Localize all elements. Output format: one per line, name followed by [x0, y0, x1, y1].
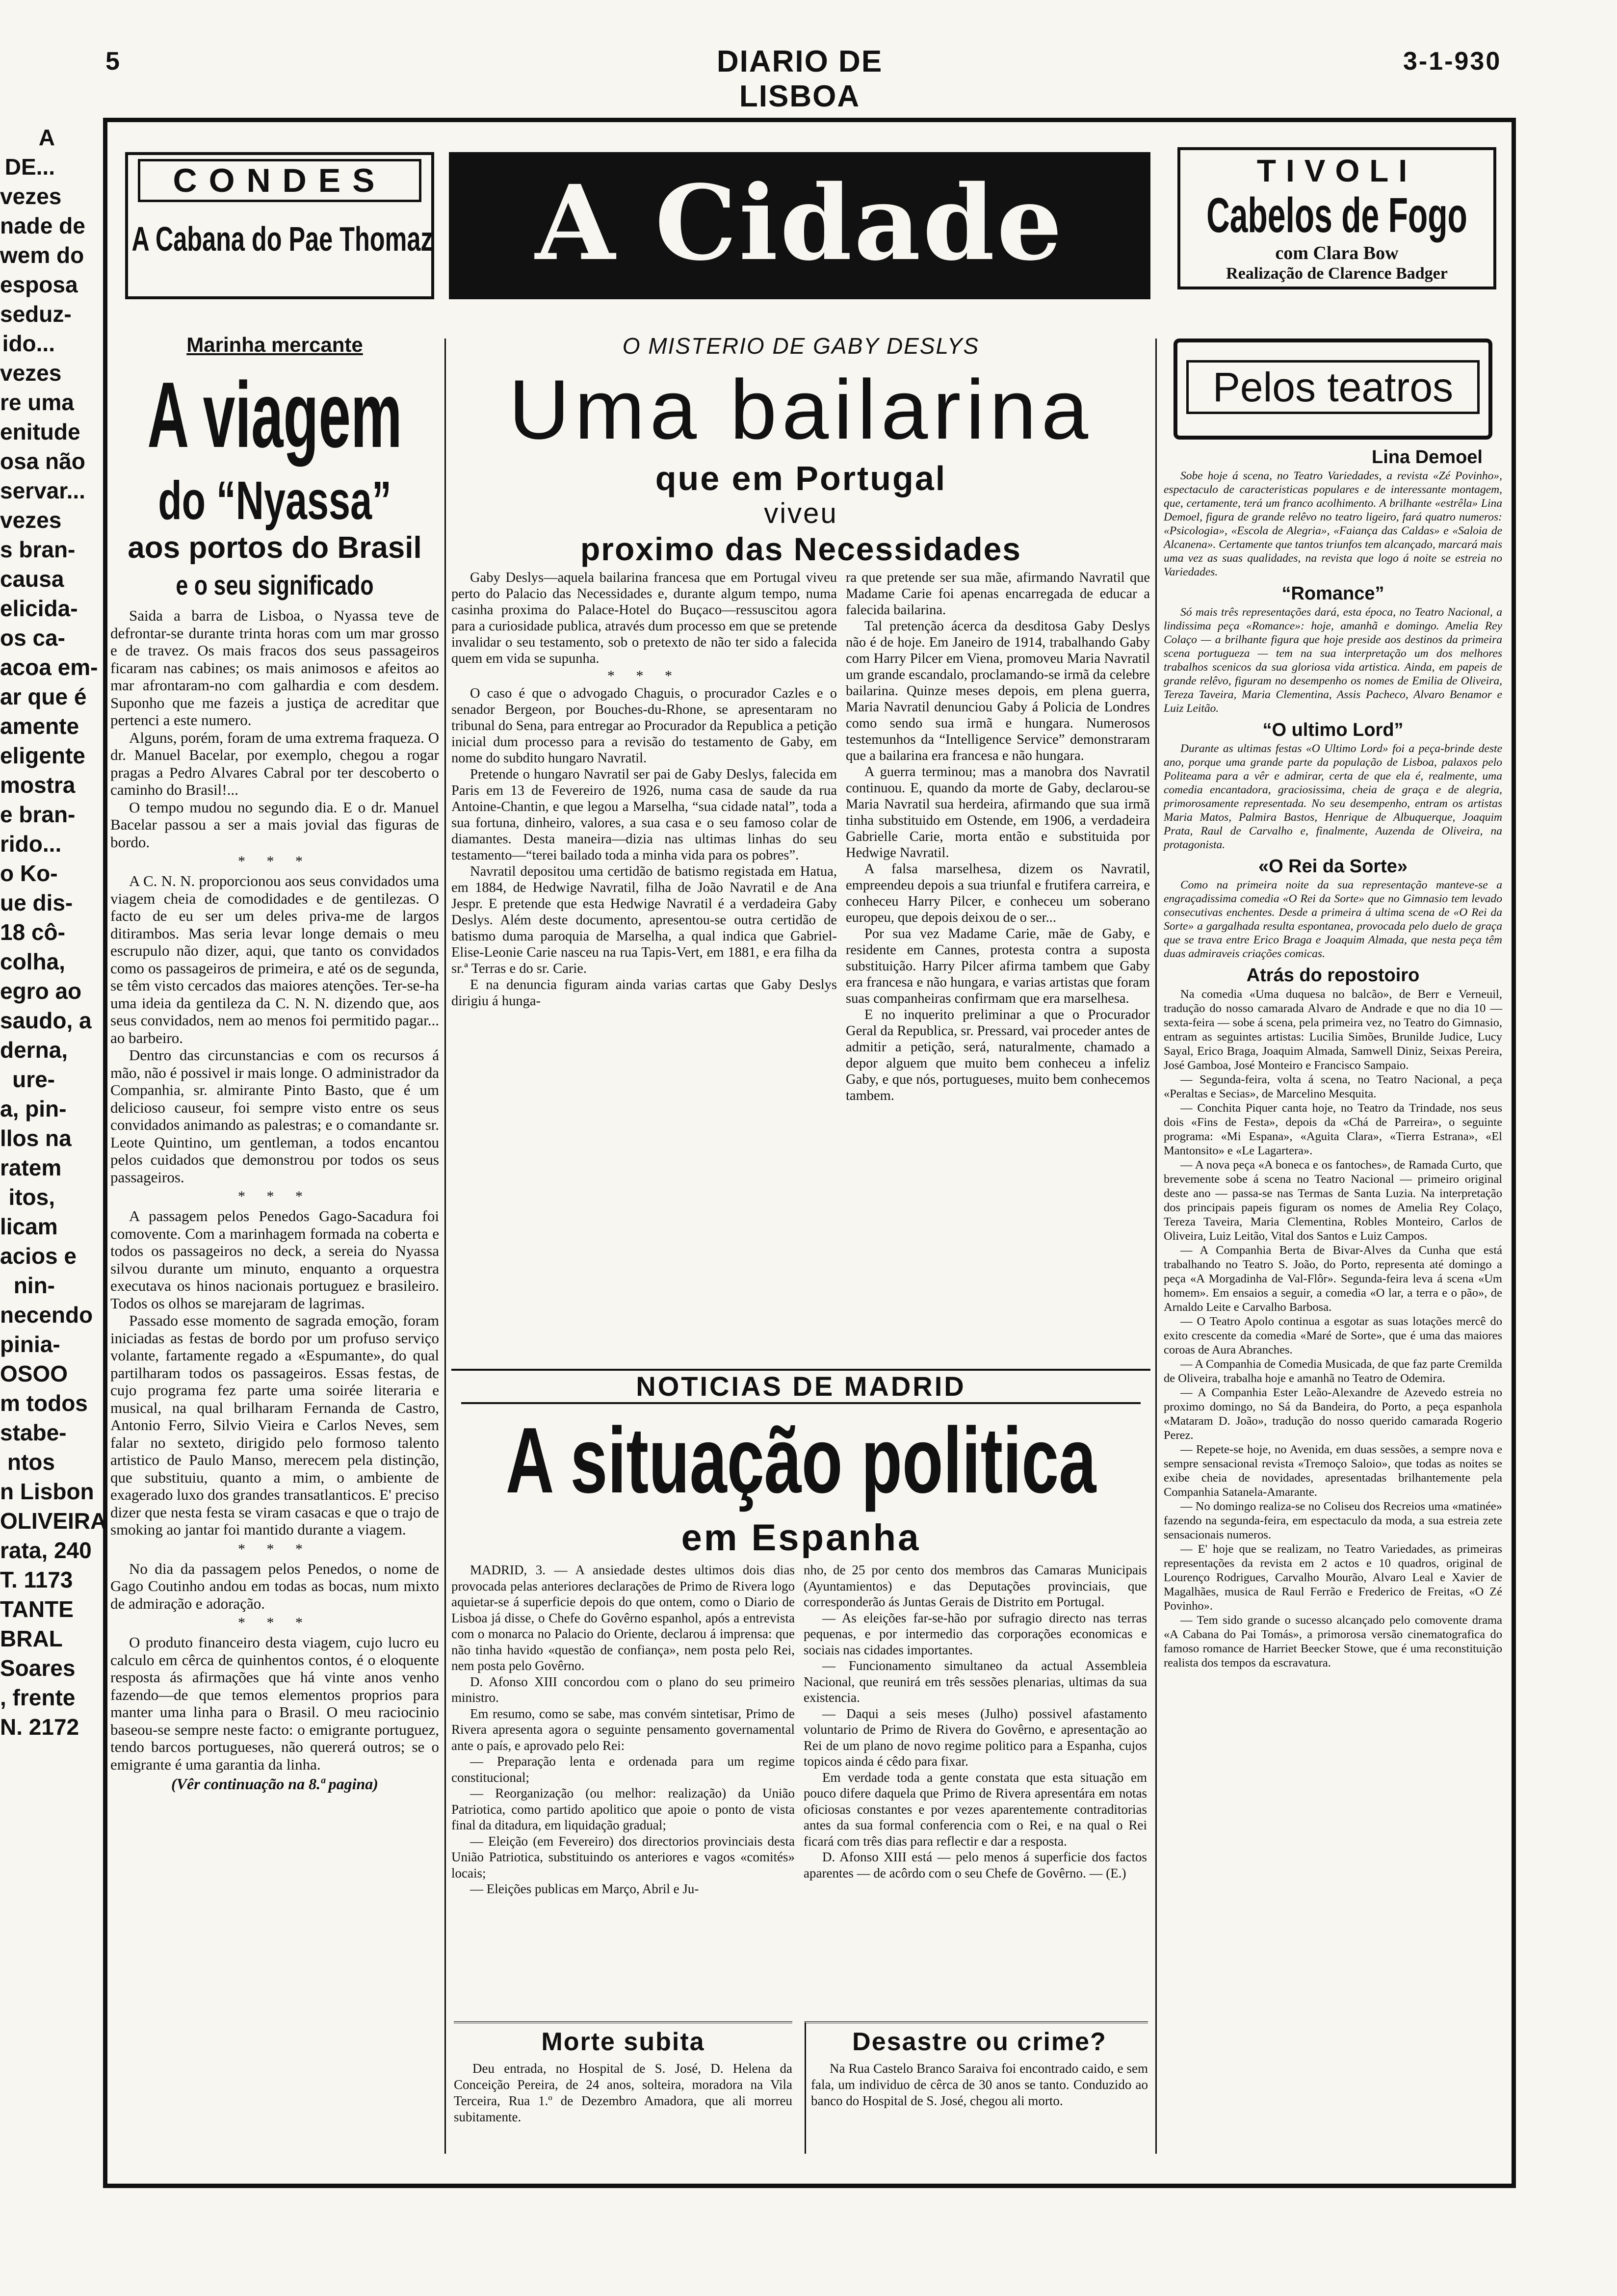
issue-date: 3-1-930	[1403, 47, 1502, 76]
article-subhead: e o seu significado	[176, 570, 374, 600]
masthead	[0, 0, 1617, 113]
edge-fragment: a, pin-	[0, 1096, 67, 1122]
paragraph: A guerra terminou; mas a manobra dos Navratil continuou. E, quando da morte de Gaby, declarou-se Maria Navratil sua herdeira, afirmando que sua irmã tinha substituido em Ostende, em 1906, a verdadeira Gabrielle Carie, morta então e substituida por Hedwige Navratil.	[846, 764, 1150, 861]
paragraph: — Funcionamento simultaneo da actual Assembleia Nacional, que reunirá em três sessões plenarias, ultimas da sua existencia.	[804, 1658, 1147, 1705]
edge-fragment: osa não	[0, 448, 85, 474]
edge-fragment: nade de	[0, 213, 85, 238]
left-article	[110, 331, 439, 2156]
paragraph: ra que pretende ser sua mãe, afirmando Navratil que Madame Carie foi apenas encarregada de educar a falecida bailarina.	[846, 570, 1150, 618]
paragraph: D. Afonso XIII está — pelo menos á superficie dos factos aparentes — de acôrdo com o seu Chefe de Govêrno. — (E.)	[804, 1850, 1147, 1880]
edge-fragment: esposa	[0, 272, 78, 297]
paragraph: O tempo mudou no segundo dia. E o dr. Manuel Bacelar passou a ser a mais jovial das figuras de bordo.	[110, 798, 439, 851]
paragraph: Pretende o hungaro Navratil ser pai de Gaby Deslys, falecida em Paris em 13 de Fevereiro de 1926, numa casa de saude da rua Antoine-Chantin, e que legou a Marselha, “sua cidade natal”, toda a sua fortuna, dinheiro, valores, a sua casa e o seu famoso colar de diamantes. Desta maneira—dizia nas ultimas linhas do seu testamento—“terei bailado toda a minha vida para os pobres”.	[451, 767, 837, 863]
paragraph: Só mais três representações dará, esta época, no Teatro Nacional, a lindissima peça «Romance»: hoje, amanhã e domingo. Amelia Rey Colaço — a brilhante figura que hoje preside aos destinos da primeira scena portugueza — tem na sua interpretação um dos melhores trabalhos scenicos da sua gloriosa vida artistica. Ainda, em papeis de grande relêvo, figuram no desempenho os nomes de Emilia de Oliveira, Tereza Taveira, Maria Clementina, Assis Pacheco, Alvaro Benamor e Luiz Leitão.	[1164, 606, 1502, 715]
paragraph: — As eleições far-se-hão por sufragio directo nas terras pequenas, e por intermedio das corporações economicas e sociais nas cidades importantes.	[804, 1610, 1147, 1657]
teatros-header: Pelos teatros	[1186, 360, 1480, 414]
page-number: 5	[105, 47, 120, 76]
brief-morte	[454, 2021, 792, 2156]
edge-fragment: ido...	[2, 331, 55, 356]
article-body	[110, 607, 439, 1773]
paragraph: No dia da passagem pelos Penedos, o nome de Gago Coutinho andou em todas as bocas, num mixto de admiração e adoração.	[110, 1560, 439, 1612]
gaby-headline: Uma bailarina	[508, 363, 1094, 457]
article-headline-2: do “Nyassa”	[158, 470, 391, 531]
edge-fragment: A	[38, 125, 55, 150]
teatros-header-box	[1174, 339, 1492, 440]
paragraph: Sobe hoje á scena, no Teatro Variedades, a revista «Zé Povinho», espectaculo de caracteristicas populares e de interessante montagem, que, certamente, terá um franco acolhimento. A brilhante «estrêla» Lina Demoel, figura de grande relêvo no teatro ligeiro, fará quatro numeros: «Psicologia», «Escola de Alegria», «Faiança das Caldas» e «Saloia de Alcanena». Certamente que tantos triunfos tem alcançado, marcará mais uma vez as suas qualidades, na revista que logo á noite se estreia no Variedades.	[1164, 470, 1502, 578]
newspaper-title: DIARIO DE LISBOA	[716, 45, 883, 113]
edge-fragment: causa	[0, 566, 64, 592]
teatros-body	[1164, 445, 1502, 1670]
paragraph: Por sua vez Madame Carie, mãe de Gaby, e residente em Cannes, protesta contra a suposta substituição. Harry Pilcer afirma tambem que Gaby era francesa e não hungara, e varias artistas que foram suas companheiras confirmam que era marselhesa.	[846, 926, 1150, 1006]
left-edge-fragments	[0, 123, 107, 2232]
edge-fragment: egro ao	[0, 978, 82, 1004]
gaby-headline-4: proximo das Necessidades	[580, 531, 1022, 567]
edge-fragment: DE...	[4, 154, 55, 180]
condes-film-title: A Cabana do Pae Thomaz	[131, 220, 433, 258]
gaby-article	[451, 331, 1150, 1366]
paragraph: Em verdade toda a gente constata que esta situação em pouco difere daquela que Primo de Rivera apresentára em notas oficiosas constantes e por vezes aparentemente contraditorias antes da sua formal conferencia com o Rei, e na qual o Rei ficará com três dias para reflectir e dar a resposta.	[804, 1770, 1147, 1849]
gaby-col-2	[846, 570, 1150, 1104]
edge-fragment: ure-	[12, 1067, 55, 1092]
edge-fragment: Soares	[0, 1655, 76, 1681]
gaby-kicker: O MISTERIO DE GABY DESLYS	[622, 333, 980, 359]
paragraph: Navratil depositou uma certidão de batismo registada em Hatua, em 1884, de Hedwige Navratil, filha de João Navratil e de Ana Jespr. E pretende que esta Hedwige Navratil é a verdadeira Gaby Deslys. Além deste documento, apresentou-se outra certidão de batismo duma paroquia de Marselha, a qual indica que Gabriel-Elise-Leonie Carie nasceu na rua Tapis-Vert, em 1881, e era filha da sr.ª Terras e do sr. Carie.	[451, 864, 837, 976]
section-separator: * * *	[238, 1540, 312, 1557]
edge-fragment: , frente	[0, 1685, 76, 1710]
gaby-headline-2: que em Portugal	[655, 459, 947, 497]
brief-text: Na Rua Castelo Branco Saraiva foi encontrado caido, e sem fala, um individuo de cêrca de 30 anos se tanto. Conduzido ao banco do Hospital de S. José, chegou ali morto.	[811, 2061, 1148, 2108]
edge-fragment: T. 1173	[0, 1567, 73, 1592]
brief-headline: Desastre ou crime?	[852, 2028, 1107, 2056]
edge-fragment: ar que é	[0, 684, 87, 709]
section-separator: * * *	[238, 1615, 312, 1631]
paragraph: Durante as ultimas festas «O Ultimo Lord» foi a peça-brinde deste ano, porque uma grande parte da população de Lisboa, palaxos pelo Politeama para a vêr e admirar, certa de que ela é, realmente, uma comedia encantadora, graciosissima, cheia de graça e de alegria, primorosamente representada. No seu desempenho, entram os artistas Maria Matos, Palmira Bastos, Henrique de Albuquerque, Joaquim Prata, Raul de Carvalho e, finalmente, Auzenda de Oliveira, na protagonista.	[1164, 742, 1502, 851]
column-rule-right	[1155, 339, 1157, 2154]
edge-fragment: mostra	[0, 772, 76, 798]
edge-fragment: elicida-	[0, 596, 78, 621]
edge-fragment: re uma	[0, 390, 74, 415]
madrid-col-2	[804, 1562, 1147, 1897]
teatros-section-title: Atrás do repostoiro	[1246, 965, 1420, 986]
paragraph: Passado esse momento de sagrada emoção, foram iniciadas as festas de bordo por um profuso serviço volante, fartamente regado a «Espumante», do qual partilharam todos os passageiros. Essas festas, de cujo programa fez parte uma soirée literaria e musical, na qual brilharam Fernanda de Castro, Antonio Ferro, Silvio Vieira e Carlos Neves, sem falar no sexteto, dirigido pelo formoso talento artistico de Paulo Manso, merecem pela distinção, que substituiu, quanto a mim, o ambiente de exagerado luxo dos grandes transatlanticos. E' preciso dizer que nesta festa se viram casacas e que o trajo de smoking ao jantar foi mantido durante a viagem.	[110, 1312, 439, 1538]
edge-fragment: saudo, a	[0, 1008, 92, 1033]
paragraph: O produto financeiro desta viagem, cujo lucro eu calculo em cêrca de quinhentos contos, é o eloquente resposta ás afirmações que há vinte anos venho fazendo—de que temos elementos proprios para manter uma linha para o Brasil. O meu raciocinio baseou-se sempre neste facto: o emigrante portuguez, tendo barcos portugueses, não quererá outros; se o emigrante é uma garantia da linha.	[110, 1634, 439, 1773]
edge-fragment: N. 2172	[0, 1714, 79, 1740]
paragraph: A falsa marselhesa, dizem os Navratil, empreendeu depois a sua triunfal e frutifera carreira, e conheceu Harry Pilcer, e conheceu um soberano europeu, que depois deixou de o ser...	[846, 861, 1150, 925]
paragraph: — Tem sido grande o sucesso alcançado pelo comovente drama «A Cabana do Pai Tomás», a primorosa versão cinematografica do famoso romance de Harriet Beecker Stowe, que é uma reconstituição realista dos tempos da escravatura.	[1164, 1614, 1502, 1670]
teatros-section-title: Lina Demoel	[1372, 447, 1483, 468]
edge-fragment: licam	[0, 1214, 58, 1239]
tivoli-film-title: Cabelos de Fogo	[1206, 188, 1467, 243]
edge-fragment: amente	[0, 713, 79, 739]
edge-fragment: nin-	[13, 1273, 55, 1298]
paragraph: — Repete-se hoje, no Avenida, em duas sessões, a sempre nova e sempre sensacional revista «Tremoço Saloio», que todas as noites se exibe cheia de novidades, apresentadas brilhantemente pela Companhia Satanela-Amarante.	[1164, 1443, 1502, 1499]
paragraph: Saida a barra de Lisboa, o Nyassa teve de defrontar-se durante trinta horas com um mar grosso e de travez. Os mais fracos dos seus passageiros ficaram nas cabines; os mais animosos e afeitos ao mar afrontaram-no com galhardia e com desdem. Suponho que me fazeis a justiça de acreditar que pertenci a este numero.	[110, 607, 439, 729]
edge-fragment: wem do	[0, 242, 84, 268]
gaby-col-1	[451, 570, 837, 1104]
edge-fragment: eligente	[0, 743, 85, 768]
edge-fragment: vezes	[0, 360, 62, 386]
edge-fragment: colha,	[0, 949, 65, 974]
edge-fragment: m todos	[0, 1390, 88, 1416]
paragraph: E no inquerito preliminar a que o Procurador Geral da Republica, sr. Pressard, vai proceder antes de admitir a petição, será, naturalmente, chamado a depor alguem que muito bem conheceu a infeliz Gaby, e que nós, portugueses, muito bem conhecemos tambem.	[846, 1007, 1150, 1103]
edge-fragment: llos na	[0, 1125, 72, 1151]
section-separator: * * *	[238, 1188, 312, 1204]
paragraph: — Preparação lenta e ordenada para um regime constitucional;	[451, 1754, 795, 1785]
continuation-note: (Vêr continuação na 8.ª pagina)	[171, 1775, 378, 1793]
madrid-col-1	[451, 1562, 795, 1897]
edge-fragment: stabe-	[0, 1420, 67, 1445]
paragraph: — E' hoje que se realizam, no Teatro Variedades, as primeiras representações da revista em 2 actos e 10 quadros, original de Lourenço Rodrigues, Carvalho Mourão, Alvaro Leal e Xavier de Magalhães, musica de Raul Ferrão e Frederico de Freitas, «O Zé Povinho».	[1164, 1542, 1502, 1613]
section-title: A Cidade	[535, 162, 1065, 284]
gaby-headline-3: viveu	[764, 497, 838, 529]
edge-fragment: rido...	[0, 831, 62, 857]
edge-fragment: TANTE	[0, 1596, 74, 1622]
teatros-section-title: «O Rei da Sorte»	[1258, 856, 1408, 877]
brief-headline: Morte subita	[541, 2028, 705, 2056]
tivoli-director: Realização de Clarence Badger	[1226, 264, 1448, 283]
edge-fragment: acios e	[0, 1243, 77, 1269]
edge-fragment: BRAL	[0, 1626, 63, 1651]
edge-fragment: ntos	[7, 1449, 55, 1475]
edge-fragment: necendo	[0, 1302, 93, 1328]
edge-fragment: OSOO	[0, 1361, 68, 1386]
edge-fragment: 18 cô-	[0, 919, 65, 945]
paragraph: — Eleições publicas em Março, Abril e Ju-	[470, 1881, 699, 1896]
edge-fragment: e bran-	[0, 802, 76, 827]
tivoli-star: com Clara Bow	[1275, 243, 1399, 263]
edge-fragment: pinia-	[0, 1331, 60, 1357]
edge-fragment: s bran-	[0, 537, 76, 562]
edge-fragment: n Lisbon	[0, 1479, 94, 1504]
paragraph: Alguns, porém, foram de uma extrema fraqueza. O dr. Manuel Bacelar, por exemplo, chegou a rogar pragas a Pedro Alvares Cabral por ter descoberto o caminho do Brasil!...	[110, 729, 439, 798]
teatros-section-title: “O ultimo Lord”	[1262, 720, 1404, 740]
paragraph: — Eleição (em Fevereiro) dos directorios provinciais desta União Patriotica, substituindo os anteriores e vagos «comités» locais;	[451, 1833, 795, 1880]
brief-text: Deu entrada, no Hospital de S. José, D. Helena da Conceição Pereira, de 24 anos, solteira, moradora na Vila Terceira, Rua 1.º de Dezembro Amadora, que ali morreu subitamente.	[454, 2061, 792, 2124]
paragraph: — No domingo realiza-se no Coliseu dos Recreios uma «matinée» fazendo na segunda-feira, em espectaculo da moda, a sua estreia zete sensacionais numeros.	[1164, 1500, 1502, 1541]
edge-fragment: ue dis-	[0, 890, 73, 915]
edge-fragment: o Ko-	[0, 861, 58, 886]
paragraph: A C. N. N. proporcionou aos seus convidados uma viagem cheia de comodidades e de gentilezas. O facto de eu ser um deles priva-me de largos ditirambos. Mas seria levar longe demais o meu escrupulo não dizer, aqui, que tanto os convidados como os passageiros de primeira, e até os de segunda, se têm visto cercados das maiores atenções. Ter-se-ha uma ideia da gentileza da C. N. N. dizendo que, aos seus convidados, nem ao menos foi permitido pagar... ao barbeiro.	[110, 872, 439, 1046]
madrid-headline: A situação politica	[505, 1409, 1096, 1513]
edge-fragment: OLIVEIRA	[0, 1508, 107, 1534]
paragraph: MADRID, 3. — A ansiedade destes ultimos dois dias provocada pelas anteriores declarações de Primo de Rivera logo aquietar-se á superficie depois do que ontem, como o Diario de Lisboa já disse, o Chefe do Govêrno espanhol, após a entrevista com o monarca no Palacio do Oriente, declarou á imprensa: que não tinha havido «questão de confiança», nem posta pelo Rei, nem posta pelo Govêrno.	[451, 1563, 795, 1673]
paragraph: — Segunda-feira, volta á scena, no Teatro Nacional, a peça «Peraltas e Secias», de Marcelino Mesquita.	[1164, 1073, 1502, 1100]
paragraph: Como na primeira noite da sua representação manteve-se a engraçadissima comedia «O Rei da Sorte» que no Gimnasio tem levado consecutivas enchentes. Desde a primeira á ultima scena de «O Rei da Sorte» a gargalhada resulta espontanea, provocada pelo duelo de graça que se trava entre Erico Braga e Joaquim Almada, que nesta peça têm duas admiraveis criações comicas.	[1164, 879, 1502, 960]
paragraph: — Reorganização (ou melhor: realização) da União Patriotica, como partido apolitico que apoie o ponto de vista final da ditadura, em liquidação gradual;	[451, 1786, 795, 1832]
teatros-column	[1164, 334, 1502, 2159]
condes-ad	[125, 152, 434, 299]
section-banner	[449, 152, 1150, 299]
paragraph: — Conchita Piquer canta hoje, no Teatro da Trindade, nos seus dois «Fins de Festa», depois da «Chá de Parreira», o seguinte programa: «Mi Espana», «Aguita Clara», «Tierra Estrana», «El Mantonsito» e «Le Lagartera».	[1164, 1101, 1502, 1157]
article-kicker: Marinha mercante	[186, 333, 363, 356]
madrid-article	[451, 1369, 1150, 2018]
paragraph: — A Companhia Ester Leão-Alexandre de Azevedo estreia no proximo domingo, no Sá da Bandeira, do Porto, a peça espanhola «Mataram D. João», tradução do nosso querido camarada Rogerio Perez.	[1164, 1386, 1502, 1442]
paragraph: Na comedia «Uma duquesa no balcão», de Berr e Verneuil, tradução do nosso camarada Alvaro de Andrade e que no dia 10 — sexta-feira — sobe á scena, pela primeira vez, no Teatro do Gimnasio, entram as seguintes artistas: Lucilia Simões, Brunilde Judice, Lucy Sayal, Erico Braga, Joaquim Almada, Samwell Diniz, Seixas Pereira, José Gamboa, José Monteiro e Francisco Sampaio.	[1164, 988, 1502, 1072]
paragraph: E na denuncia figuram ainda varias cartas que Gaby Deslys dirigiu á hunga-	[451, 977, 837, 1009]
paragraph: A passagem pelos Penedos Gago-Sacadura foi comovente. Com a marinhagem formada na coberta e todos os passageiros no deck, a sereia do Nyassa silvou durante um minuto, enquanto a orquestra executava os hinos nacionais portuguez e brasileiro. Todos os olhos se marejaram de lagrimas.	[110, 1207, 439, 1312]
paragraph: — O Teatro Apolo continua a esgotar as suas lotações mercê do exito crescente da comedia «Maré de Sorte», que é uma das maiores coroas de Aura Abranches.	[1164, 1315, 1502, 1357]
tivoli-cinema-name: TIVOLI	[1256, 153, 1417, 188]
paragraph: Em resumo, como se sabe, mas convém sintetisar, Primo de Rivera apresenta agora o seguinte pensamento governamental ante o país, e aprovado pelo Rei:	[451, 1706, 795, 1753]
edge-fragment: acoa em-	[0, 654, 98, 680]
paragraph: — A Companhia de Comedia Musicada, de que faz parte Cremilda de Oliveira, trabalha hoje e amanhã no Teatro de Odemira.	[1164, 1357, 1502, 1385]
paragraph: O caso é que o advogado Chaguis, o procurador Cazles e o senador Bergeon, por Bouches-du-Rhone, se apresentaram no tribunal do Sena, para entregar ao Procurador da Republica a petição inicial dum processo para a revisão do testamento de Gaby, em nome do subdito hungaro Navratil.	[451, 686, 837, 766]
edge-fragment: ratem	[0, 1155, 62, 1180]
madrid-kicker: NOTICIAS DE MADRID	[461, 1371, 1141, 1404]
edge-fragment: enitude	[0, 419, 80, 444]
condes-cinema-name: CONDES	[138, 159, 421, 202]
paragraph: Gaby Deslys—aquela bailarina francesa que em Portugal viveu perto do Palacio das Necessidades e, durante algum tempo, numa casinha proxima do Palace-Hotel do Buçaco—ressuscitou agora para a curiosidade publica, através dum processo em que se pretende invalidar o seu testamento, sob o pretexto de não ter sido a falecida quem em vida se supunha.	[451, 570, 837, 666]
paragraph: — Daqui a seis meses (Julho) possivel afastamento voluntario de Primo de Rivera do Govêrno, e apresentação ao Rei de um plano de novo regime politico para a Espanha, cujos topicos ainda é cêdo para fixar.	[804, 1706, 1147, 1769]
teatros-section-title: “Romance”	[1281, 583, 1384, 604]
tivoli-ad	[1177, 147, 1496, 289]
edge-fragment: vezes	[0, 183, 62, 209]
edge-fragment: itos,	[8, 1184, 55, 1210]
edge-fragment: seduz-	[0, 301, 72, 327]
paragraph: D. Afonso XIII concordou com o plano do seu primeiro ministro.	[451, 1674, 795, 1705]
edge-fragment: derna,	[0, 1037, 68, 1063]
section-separator: * * *	[238, 853, 312, 869]
paragraph: — A nova peça «A boneca e os fantoches», de Ramada Curto, que brevemente sobe á scena no Teatro Nacional — primeiro original deste ano — passa-se nas Termas de Santa Luzia. Na interpretação dos principais papeis figuram os nomes de Amelia Rey Colaço, Tereza Taveira, Maria Clementina, Robles Monteiro, Carlos de Oliveira, Luiz Leitão, Vital dos Santos e Luiz Campos.	[1164, 1158, 1502, 1243]
section-separator: * * *	[607, 668, 681, 684]
paragraph: nho, de 25 por cento dos membros das Camaras Municipais (Ayuntamientos) e das Deputações provinciais, que corresponderão ás Juntas Gerais de Distrito em Portugal.	[804, 1563, 1147, 1609]
edge-fragment: vezes	[0, 507, 62, 533]
paragraph: Tal pretenção ácerca da desditosa Gaby Deslys não é de hoje. Em Janeiro de 1914, trabalhando Gaby com Harry Pilcer em Viena, promoveu Maria Navratil um grande escandalo, proclamando-se irmã da celebre bailarina. Quinze meses depois, em plena guerra, Maria Navratil denunciou Gaby á Policia de Londres como sendo sua irmã e hungara. Numerosos testemunhos da “Intelligence Service” demonstraram que a bailarina era francesa e não hungara.	[846, 619, 1150, 763]
brief-desastre	[805, 2021, 1148, 2154]
paragraph: Dentro das circunstancias e com os recursos á mão, não é possivel ir mais longe. O administrador da Companhia, sr. almirante Pinto Basto, que é um delicioso causeur, foi sempre visto entre os seus convidados animando as palestras; e o comandante sr. Leote Quintino, um gentleman, a todos encantou pelos cuidados que demonstrou por todos os seus passageiros.	[110, 1046, 439, 1186]
article-headline-3: aos portos do Brasil	[128, 531, 422, 565]
paragraph: — A Companhia Berta de Bivar-Alves da Cunha que está trabalhando no Teatro S. João, do Porto, representa até domingo a peça «A Morgadinha de Val-Flôr». Segunda-feira leva á scena «Um homem». Em ensaios a seguir, a comedia «O lar, a terra e o pão», de Arnaldo Leite e Carvalho Barbosa.	[1164, 1244, 1502, 1314]
madrid-headline-2: em Espanha	[681, 1517, 921, 1559]
article-headline: A viagem	[147, 363, 402, 467]
column-rule-left	[444, 339, 446, 2154]
edge-fragment: servar...	[0, 478, 85, 503]
edge-fragment: os ca-	[0, 625, 65, 651]
edge-fragment: rata, 240	[0, 1538, 92, 1563]
